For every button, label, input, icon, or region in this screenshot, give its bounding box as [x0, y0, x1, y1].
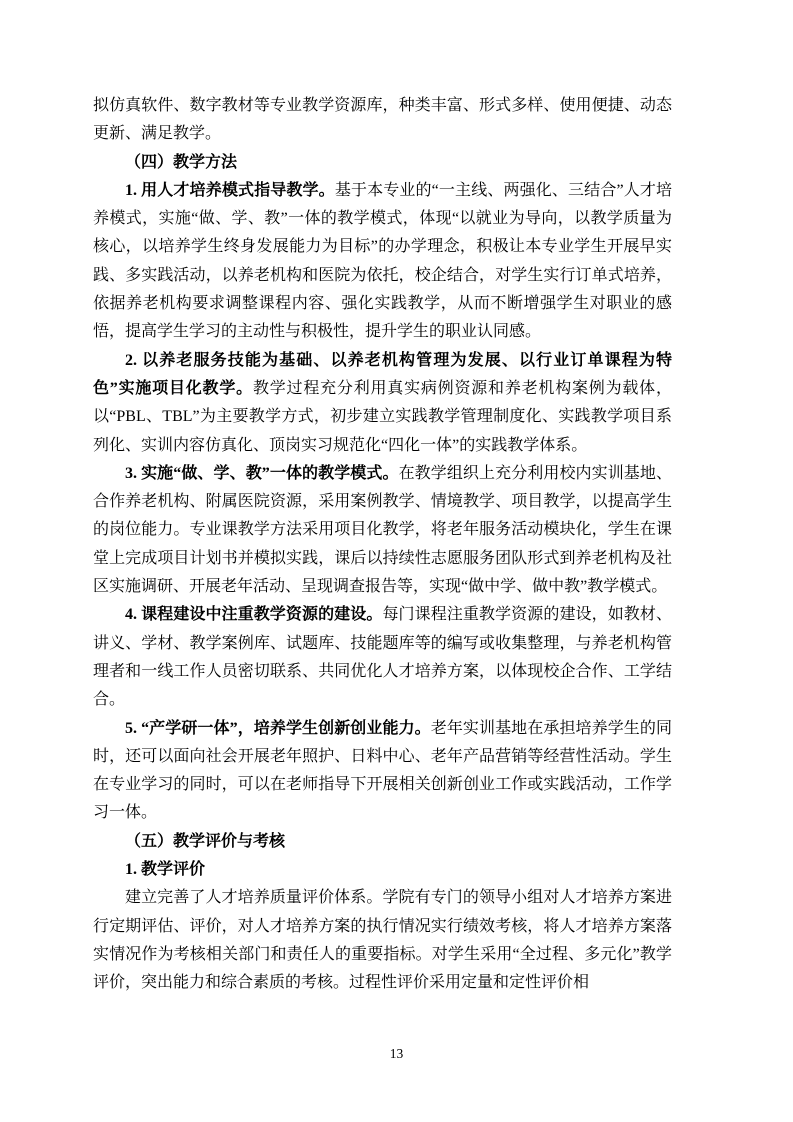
paragraph-3-body: 在教学组织上充分利用校内实训基地、合作养老机构、附属医院资源，采用案例教学、情境教学、项目教学，以提高学生的岗位能力。专业课教学方法采用项目化教学，将老年服务活动模块化，学生在课堂上完成项目计划书并模拟实践，课后以持续性志愿服务团队形式到养老机构及社区实施调研、开展老年活动、呈现调查报告等，实现“做中学、做中教”教学模式。	[93, 464, 672, 596]
paragraph-3-do-learn-teach-model	[93, 460, 672, 601]
paragraph-5-body: 老年实训基地在承担培养学生的同时，还可以面向社会开展老年照护、日料中心、老年产品营销等经营性活动。学生在专业学习的同时，可以在老师指导下开展相关创新创业工作或实践活动，工作学习一体。	[93, 719, 672, 822]
paragraph-4-body: 每门课程注重教学资源的建设，如教材、讲义、学材、教学案例库、试题库、技能题库等的编写或收集整理，与养老机构管理者和一线工作人员密切联系、共同优化人才培养方案，以体现校企合作、工学结合。	[93, 606, 672, 709]
paragraph-1-talent-training-model	[93, 177, 672, 347]
paragraph-5-lead: 5. “产学研一体”，培养学生创新创业能力。	[125, 719, 431, 737]
section-heading-4-teaching-methods: （四）教学方法	[125, 153, 238, 171]
paragraph-2-lead: 2. 以养老服务技能为基础、以养老机构管理为发展、以行业订单课程为特色”实施项目化教学。	[93, 351, 672, 397]
section-heading-5-evaluation-assessment: （五）教学评价与考核	[125, 832, 286, 850]
paragraph-4-lead: 4. 课程建设中注重教学资源的建设。	[125, 606, 383, 624]
paragraph-2-body: 教学过程充分利用真实病例资源和养老机构案例为载体，以“PBL、TBL”为主要教学方式，初步建立实践教学管理制度化、实践教学项目系列化、实训内容仿真化、顶岗实习规范化“四化一体”的实践教学体系。	[93, 379, 672, 454]
paragraph-evaluation-system: 建立完善了人才培养质量评价体系。学院有专门的领导小组对人才培养方案进行定期评估、评价，对人才培养方案的执行情况实行绩效考核，将人才培养方案落实情况作为考核相关部门和责任人的重要指标。对学生采用“全过程、多元化”教学评价，突出能力和综合素质的考核。过程性评价采用定量和定性评价相	[93, 889, 672, 992]
page-number: 13	[389, 1046, 404, 1061]
paragraph-4-course-resources	[93, 601, 672, 714]
paragraph-2-project-based-teaching	[93, 347, 672, 460]
sub-heading-1-teaching-evaluation: 1. 教学评价	[125, 861, 206, 879]
paragraph-continued: 拟仿真软件、数字教材等专业教学资源库，种类丰富、形式多样、使用便捷、动态更新、满足教学。	[93, 97, 672, 143]
paragraph-5-industry-study-research	[93, 715, 672, 828]
paragraph-1-lead: 1. 用人才培养模式指导教学。	[125, 181, 335, 199]
paragraph-1-body: 基于本专业的“一主线、两强化、三结合”人才培养模式，实施“做、学、教”一体的教学模式，体现“以就业为导向，以教学质量为核心，以培养学生终身发展能力为目标”的办学理念，积极让本专业学生开展早实践、多实践活动，以养老机构和医院为依托，校企结合，对学生实行订单式培养，依据养老机构要求调整课程内容、强化实践教学，从而不断增强学生对职业的感悟，提高学生学习的主动性与积极性，提升学生的职业认同感。	[93, 181, 672, 341]
document-text-block	[93, 92, 672, 998]
paragraph-3-lead: 3. 实施“做、学、教”一体的教学模式。	[125, 464, 399, 482]
